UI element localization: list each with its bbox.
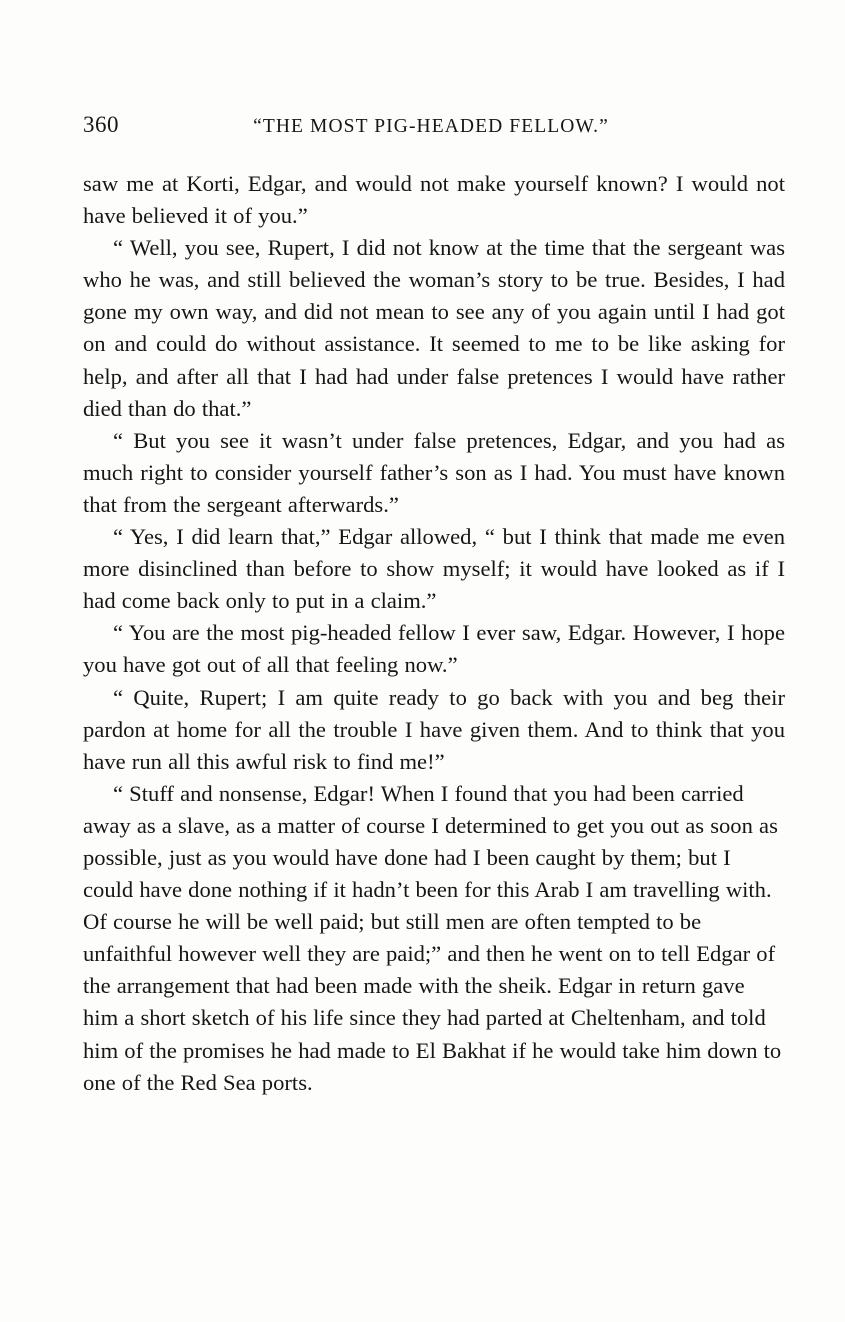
paragraph: “ Quite, Rupert; I am quite ready to go back with you and beg their pardon at home for all the trouble I have given them. And to think that you have run all this awful risk to find me!” xyxy=(83,684,785,774)
running-title: “THE MOST PIG-HEADED FELLOW.” xyxy=(253,116,609,137)
paragraph: “ Well, you see, Rupert, I did not know at the time that the sergeant was who he was, and still believed the woman’s story to be true. Besides, I had gone my own way, and did not mean to see any of you again until I had got on and could do without assistance. It seemed to me to be like asking for help, and after all that I had had under false pretences I would have rather died than do that.” xyxy=(83,235,785,421)
paragraph: saw me at Korti, Edgar, and would not make yourself known? I would not have believed it of you.” xyxy=(83,171,785,229)
page-header xyxy=(83,112,783,138)
page-number: 360 xyxy=(83,112,119,137)
paragraph: “ But you see it wasn’t under false pretences, Edgar, and you had as much right to consider yourself father’s son as I had. You must have known that from the sergeant afterwards.” xyxy=(83,427,785,517)
paragraph: “ You are the most pig-headed fellow I ever saw, Edgar. However, I hope you have got out of all that feeling now.” xyxy=(83,620,785,678)
paragraph: “ Stuff and nonsense, Edgar! When I found that you had been carried away as a slave, as a matter of course I determined to get you out as soon as possible, just as you would have done had I been caught by them; but I could have done nothing if it hadn’t been for this Arab I am travelling with. Of course he will be well paid; but still men are often tempted to be unfaithful however well they are paid;” and then he went on to tell Edgar of the arrangement that had been made with the sheik. Edgar in return gave him a short sketch of his life since they had parted at Cheltenham, and told him of the promises he had made to El Bakhat if he would take him down to one of the Red Sea ports. xyxy=(83,780,782,1095)
body-text xyxy=(83,168,785,1099)
paragraph: “ Yes, I did learn that,” Edgar allowed, “ but I think that made me even more disinclined than before to show myself; it would have looked as if I had come back only to put in a claim.” xyxy=(83,524,785,614)
